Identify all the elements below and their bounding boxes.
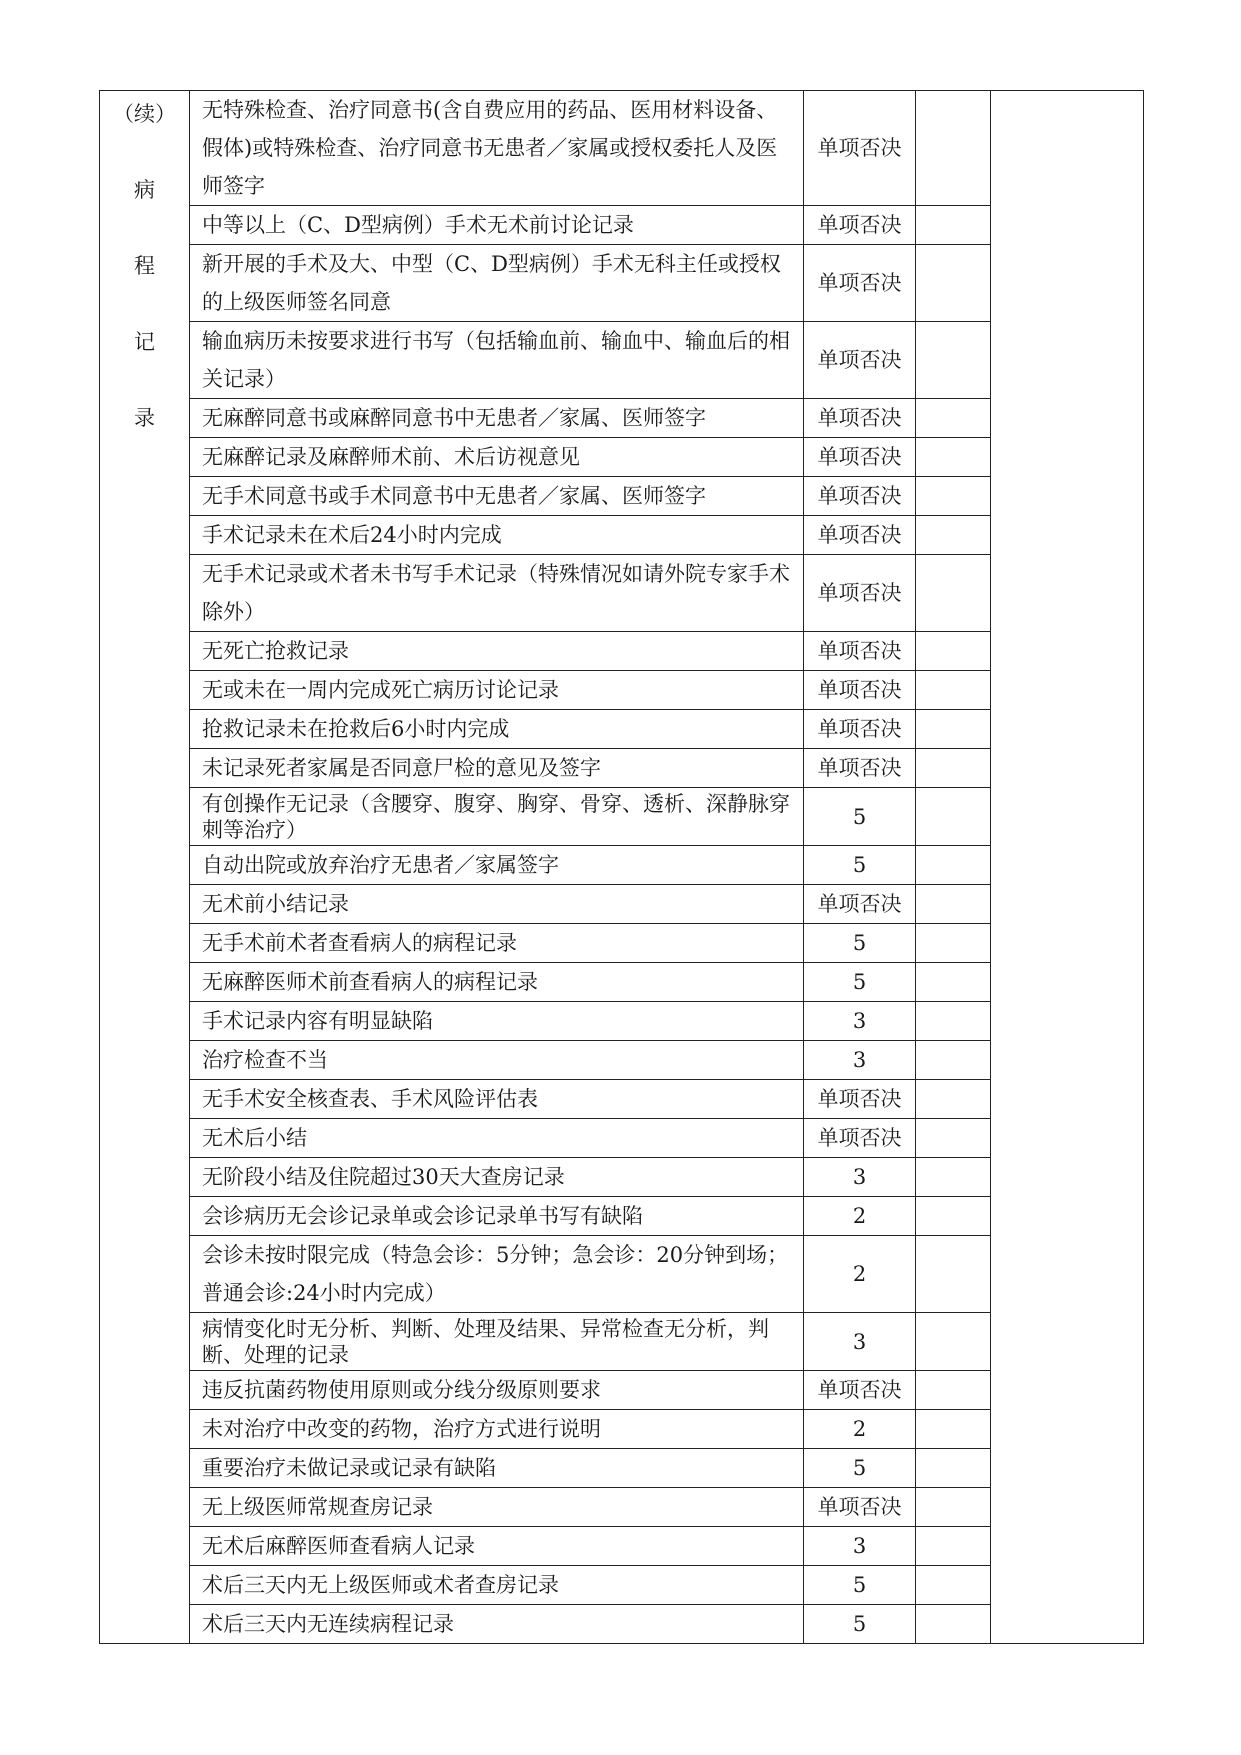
item-cell: 无术前小结记录 (190, 885, 804, 924)
score-cell: 5 (804, 1566, 916, 1605)
table-row (100, 1605, 1144, 1644)
item-cell: 无手术同意书或手术同意书中无患者／家属、医师签字 (190, 477, 804, 516)
score-cell: 单项否决 (804, 477, 916, 516)
score-cell: 单项否决 (804, 206, 916, 245)
score-cell: 3 (804, 1313, 916, 1371)
item-cell: 无特殊检查、治疗同意书(含自费应用的药品、医用材料设备、假体)或特殊检查、治疗同意书无患者／家属或授权委托人及医师签字 (190, 91, 804, 206)
table-row (100, 1313, 1144, 1371)
deduction-cell[interactable] (916, 1041, 991, 1080)
deduction-cell[interactable] (916, 206, 991, 245)
table-row (100, 438, 1144, 477)
table-row (100, 1080, 1144, 1119)
deduction-cell[interactable] (916, 1527, 991, 1566)
item-cell: 输血病历未按要求进行书写（包括输血前、输血中、输血后的相关记录） (190, 322, 804, 399)
table-row (100, 1566, 1144, 1605)
deduction-cell[interactable] (916, 1488, 991, 1527)
table-row (100, 1158, 1144, 1197)
deduction-cell[interactable] (916, 1410, 991, 1449)
deduction-cell[interactable] (916, 749, 991, 788)
item-cell: 无阶段小结及住院超过30天大查房记录 (190, 1158, 804, 1197)
item-cell: 有创操作无记录（含腰穿、腹穿、胸穿、骨穿、透析、深静脉穿刺等治疗） (190, 788, 804, 846)
deduction-cell[interactable] (916, 1449, 991, 1488)
deduction-cell[interactable] (916, 1566, 991, 1605)
table-row (100, 245, 1144, 322)
table-row (100, 1449, 1144, 1488)
table-row (100, 322, 1144, 399)
score-cell: 5 (804, 1605, 916, 1644)
score-cell: 5 (804, 924, 916, 963)
item-cell: 术后三天内无上级医师或术者查房记录 (190, 1566, 804, 1605)
item-cell: 无手术前术者查看病人的病程记录 (190, 924, 804, 963)
item-cell: 未记录死者家属是否同意尸检的意见及签字 (190, 749, 804, 788)
score-cell: 单项否决 (804, 1080, 916, 1119)
score-cell: 单项否决 (804, 322, 916, 399)
item-cell: 违反抗菌药物使用原则或分线分级原则要求 (190, 1371, 804, 1410)
score-cell: 3 (804, 1041, 916, 1080)
table-row (100, 632, 1144, 671)
score-cell: 单项否决 (804, 632, 916, 671)
item-cell: 重要治疗未做记录或记录有缺陷 (190, 1449, 804, 1488)
item-cell: 术后三天内无连续病程记录 (190, 1605, 804, 1644)
item-cell: 无术后麻醉医师查看病人记录 (190, 1527, 804, 1566)
deduction-cell[interactable] (916, 1158, 991, 1197)
table-row (100, 1197, 1144, 1236)
score-cell: 单项否决 (804, 1371, 916, 1410)
item-cell: 无术后小结 (190, 1119, 804, 1158)
score-cell: 单项否决 (804, 245, 916, 322)
score-cell: 单项否决 (804, 749, 916, 788)
score-cell: 2 (804, 1410, 916, 1449)
item-cell: 无手术记录或术者未书写手术记录（特殊情况如请外院专家手术除外） (190, 555, 804, 632)
deduction-cell[interactable] (916, 245, 991, 322)
deduction-cell[interactable] (916, 1119, 991, 1158)
table-row (100, 710, 1144, 749)
deduction-cell[interactable] (916, 632, 991, 671)
deduction-cell[interactable] (916, 477, 991, 516)
item-cell: 自动出院或放弃治疗无患者／家属签字 (190, 846, 804, 885)
item-cell: 会诊未按时限完成（特急会诊：5分钟；急会诊：20分钟到场；普通会诊:24小时内完成） (190, 1236, 804, 1313)
score-cell: 单项否决 (804, 438, 916, 477)
deduction-cell[interactable] (916, 1605, 991, 1644)
score-cell: 单项否决 (804, 516, 916, 555)
deduction-cell[interactable] (916, 710, 991, 749)
deduction-cell[interactable] (916, 1371, 991, 1410)
deduction-cell[interactable] (916, 671, 991, 710)
table-row (100, 1236, 1144, 1313)
score-cell: 单项否决 (804, 885, 916, 924)
item-cell: 无或未在一周内完成死亡病历讨论记录 (190, 671, 804, 710)
table-row (100, 749, 1144, 788)
item-cell: 会诊病历无会诊记录单或会诊记录单书写有缺陷 (190, 1197, 804, 1236)
deduction-cell[interactable] (916, 924, 991, 963)
item-cell: 无麻醉医师术前查看病人的病程记录 (190, 963, 804, 1002)
deduction-cell[interactable] (916, 1002, 991, 1041)
table-row (100, 846, 1144, 885)
score-cell: 单项否决 (804, 1119, 916, 1158)
deduction-cell[interactable] (916, 438, 991, 477)
table-row (100, 1488, 1144, 1527)
score-cell: 单项否决 (804, 555, 916, 632)
item-cell: 未对治疗中改变的药物，治疗方式进行说明 (190, 1410, 804, 1449)
score-cell: 3 (804, 1158, 916, 1197)
category-cell (100, 91, 190, 1644)
category-char: 程 (134, 254, 155, 278)
deduction-cell[interactable] (916, 322, 991, 399)
table-row (100, 885, 1144, 924)
table-row (100, 1410, 1144, 1449)
deduction-cell[interactable] (916, 399, 991, 438)
item-cell: 手术记录未在术后24小时内完成 (190, 516, 804, 555)
item-cell: 无麻醉同意书或麻醉同意书中无患者／家属、医师签字 (190, 399, 804, 438)
item-cell: 治疗检查不当 (190, 1041, 804, 1080)
category-char: 病 (134, 178, 155, 202)
table-row (100, 671, 1144, 710)
item-cell: 无麻醉记录及麻醉师术前、术后访视意见 (190, 438, 804, 477)
scoring-table (99, 90, 1144, 1644)
score-cell: 单项否决 (804, 91, 916, 206)
score-cell: 单项否决 (804, 399, 916, 438)
table-row (100, 788, 1144, 846)
deduction-cell[interactable] (916, 1236, 991, 1313)
deduction-cell[interactable] (916, 516, 991, 555)
deduction-cell[interactable] (916, 91, 991, 206)
score-cell: 2 (804, 1236, 916, 1313)
item-cell: 手术记录内容有明显缺陷 (190, 1002, 804, 1041)
remarks-cell[interactable] (991, 91, 1144, 1644)
deduction-cell[interactable] (916, 1197, 991, 1236)
score-cell: 3 (804, 1527, 916, 1566)
item-cell: 无上级医师常规查房记录 (190, 1488, 804, 1527)
score-cell: 单项否决 (804, 710, 916, 749)
table-row (100, 1041, 1144, 1080)
deduction-cell[interactable] (916, 1080, 991, 1119)
deduction-cell[interactable] (916, 788, 991, 846)
table-row (100, 91, 1144, 206)
deduction-cell[interactable] (916, 963, 991, 1002)
table-row (100, 206, 1144, 245)
score-cell: 5 (804, 788, 916, 846)
table-body (100, 91, 1144, 1644)
table-row (100, 963, 1144, 1002)
score-cell: 3 (804, 1002, 916, 1041)
score-cell: 2 (804, 1197, 916, 1236)
item-cell: 无死亡抢救记录 (190, 632, 804, 671)
item-cell: 无手术安全核查表、手术风险评估表 (190, 1080, 804, 1119)
score-cell: 5 (804, 846, 916, 885)
category-char: 记 (134, 330, 155, 354)
score-cell: 5 (804, 1449, 916, 1488)
table-row (100, 477, 1144, 516)
table-row (100, 1371, 1144, 1410)
deduction-cell[interactable] (916, 885, 991, 924)
table-row (100, 1527, 1144, 1566)
table-row (100, 399, 1144, 438)
deduction-cell[interactable] (916, 555, 991, 632)
table-row (100, 924, 1144, 963)
score-cell: 单项否决 (804, 1488, 916, 1527)
item-cell: 中等以上（C、D型病例）手术无术前讨论记录 (190, 206, 804, 245)
deduction-cell[interactable] (916, 1313, 991, 1371)
deduction-cell[interactable] (916, 846, 991, 885)
category-char: （续） (113, 102, 176, 126)
table-row (100, 1119, 1144, 1158)
table-row (100, 516, 1144, 555)
score-cell: 5 (804, 963, 916, 1002)
score-cell: 单项否决 (804, 671, 916, 710)
table-row (100, 555, 1144, 632)
table-row (100, 1002, 1144, 1041)
item-cell: 新开展的手术及大、中型（C、D型病例）手术无科主任或授权的上级医师签名同意 (190, 245, 804, 322)
item-cell: 抢救记录未在抢救后6小时内完成 (190, 710, 804, 749)
item-cell: 病情变化时无分析、判断、处理及结果、异常检查无分析，判断、处理的记录 (190, 1313, 804, 1371)
category-char: 录 (134, 406, 155, 430)
